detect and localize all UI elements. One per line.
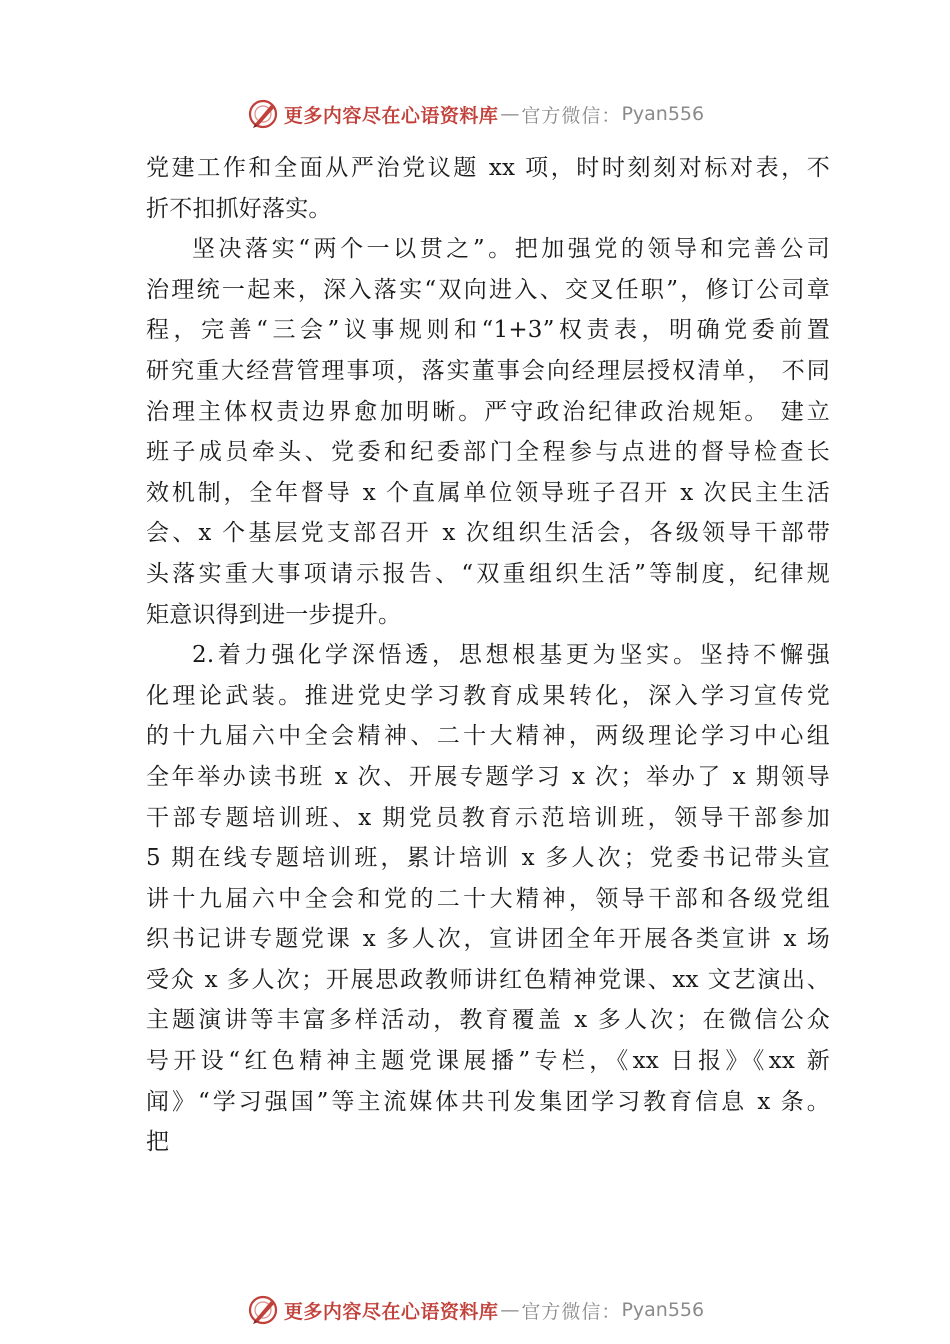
- pen-logo-icon: [246, 97, 280, 131]
- text-line: 讲十九届六中全会和党的二十大精神，领导干部和各级党组: [146, 885, 830, 912]
- text-line: 全年举办读书班 x 次、开展专题学习 x 次；举办了 x 期领导: [146, 763, 830, 790]
- banner-wechat-label: 官方微信：: [521, 104, 622, 127]
- text-line: 受众 x 多人次；开展思政教师讲红色精神党课、xx 文艺演出、: [146, 966, 830, 993]
- header-banner: [0, 94, 950, 134]
- text-line: 治理统一起来，深入落实“双向进入、交叉任职”，修订公司章: [146, 276, 830, 303]
- footer-banner: [0, 1290, 950, 1330]
- banner-dash: —: [500, 1299, 520, 1321]
- banner-main-text: 更多内容尽在心语资料库: [283, 1300, 499, 1323]
- text-line: 会、x 个基层党支部召开 x 次组织生活会，各级领导干部带: [146, 520, 830, 547]
- text-line: 党建工作和全面从严治党议题 xx 项，时时刻刻对标对表，不: [146, 155, 830, 181]
- banner-main-text: 更多内容尽在心语资料库: [283, 104, 499, 127]
- text-line: 头落实重大事项请示报告、“双重组织生活”等制度，纪律规: [146, 560, 830, 587]
- text-line: 程，完善“三会”议事规则和“1+3”权责表，明确党委前置: [146, 317, 830, 344]
- text-line: 2.着力强化学深悟透，思想根基更为坚实。坚持不懈强: [192, 642, 830, 669]
- text-line: 坚决落实“两个一以贯之”。把加强党的领导和完善公司: [192, 236, 830, 263]
- document-body: [146, 148, 830, 1163]
- banner-wechat-label: 官方微信：: [521, 1300, 622, 1323]
- banner-wechat-id: Pyan556: [621, 103, 705, 125]
- text-line: 班子成员牵头、党委和纪委部门全程参与点进的督导检查长: [146, 439, 830, 466]
- text-line: 治理主体权责边界愈加明晰。严守政治纪律政治规矩。 建立: [146, 398, 830, 425]
- text-line: 主题演讲等丰富多样活动，教育覆盖 x 多人次；在微信公众: [146, 1007, 830, 1034]
- text-line: 闻》“学习强国”等主流媒体共刊发集团学习教育信息 x 条。: [146, 1088, 830, 1115]
- text-line: 5 期在线专题培训班，累计培训 x 多人次；党委书记带头宣: [146, 845, 830, 872]
- text-line: 矩意识得到进一步提升。: [146, 601, 402, 628]
- banner-wechat-id: Pyan556: [621, 1299, 705, 1321]
- text-line: 织书记讲专题党课 x 多人次，宣讲团全年开展各类宣讲 x 场: [146, 926, 830, 953]
- pen-logo-icon: [246, 1293, 280, 1327]
- text-line: 号开设“红色精神主题党课展播”专栏，《xx 日报》《xx 新: [146, 1048, 830, 1075]
- text-line: 的十九届六中全会精神、二十大精神，两级理论学习中心组: [146, 723, 830, 750]
- text-line: 折不扣抓好落实。: [146, 195, 332, 222]
- text-line: 把: [146, 1129, 170, 1156]
- text-line: 效机制，全年督导 x 个直属单位领导班子召开 x 次民主生活: [146, 479, 830, 506]
- text-line: 研究重大经营管理事项，落实董事会向经理层授权清单， 不同: [146, 357, 830, 384]
- text-line: 干部专题培训班、x 期党员教育示范培训班，领导干部参加: [146, 804, 830, 831]
- text-line: 化理论武装。推进党史学习教育成果转化，深入学习宣传党: [146, 682, 830, 709]
- banner-dash: —: [500, 103, 520, 125]
